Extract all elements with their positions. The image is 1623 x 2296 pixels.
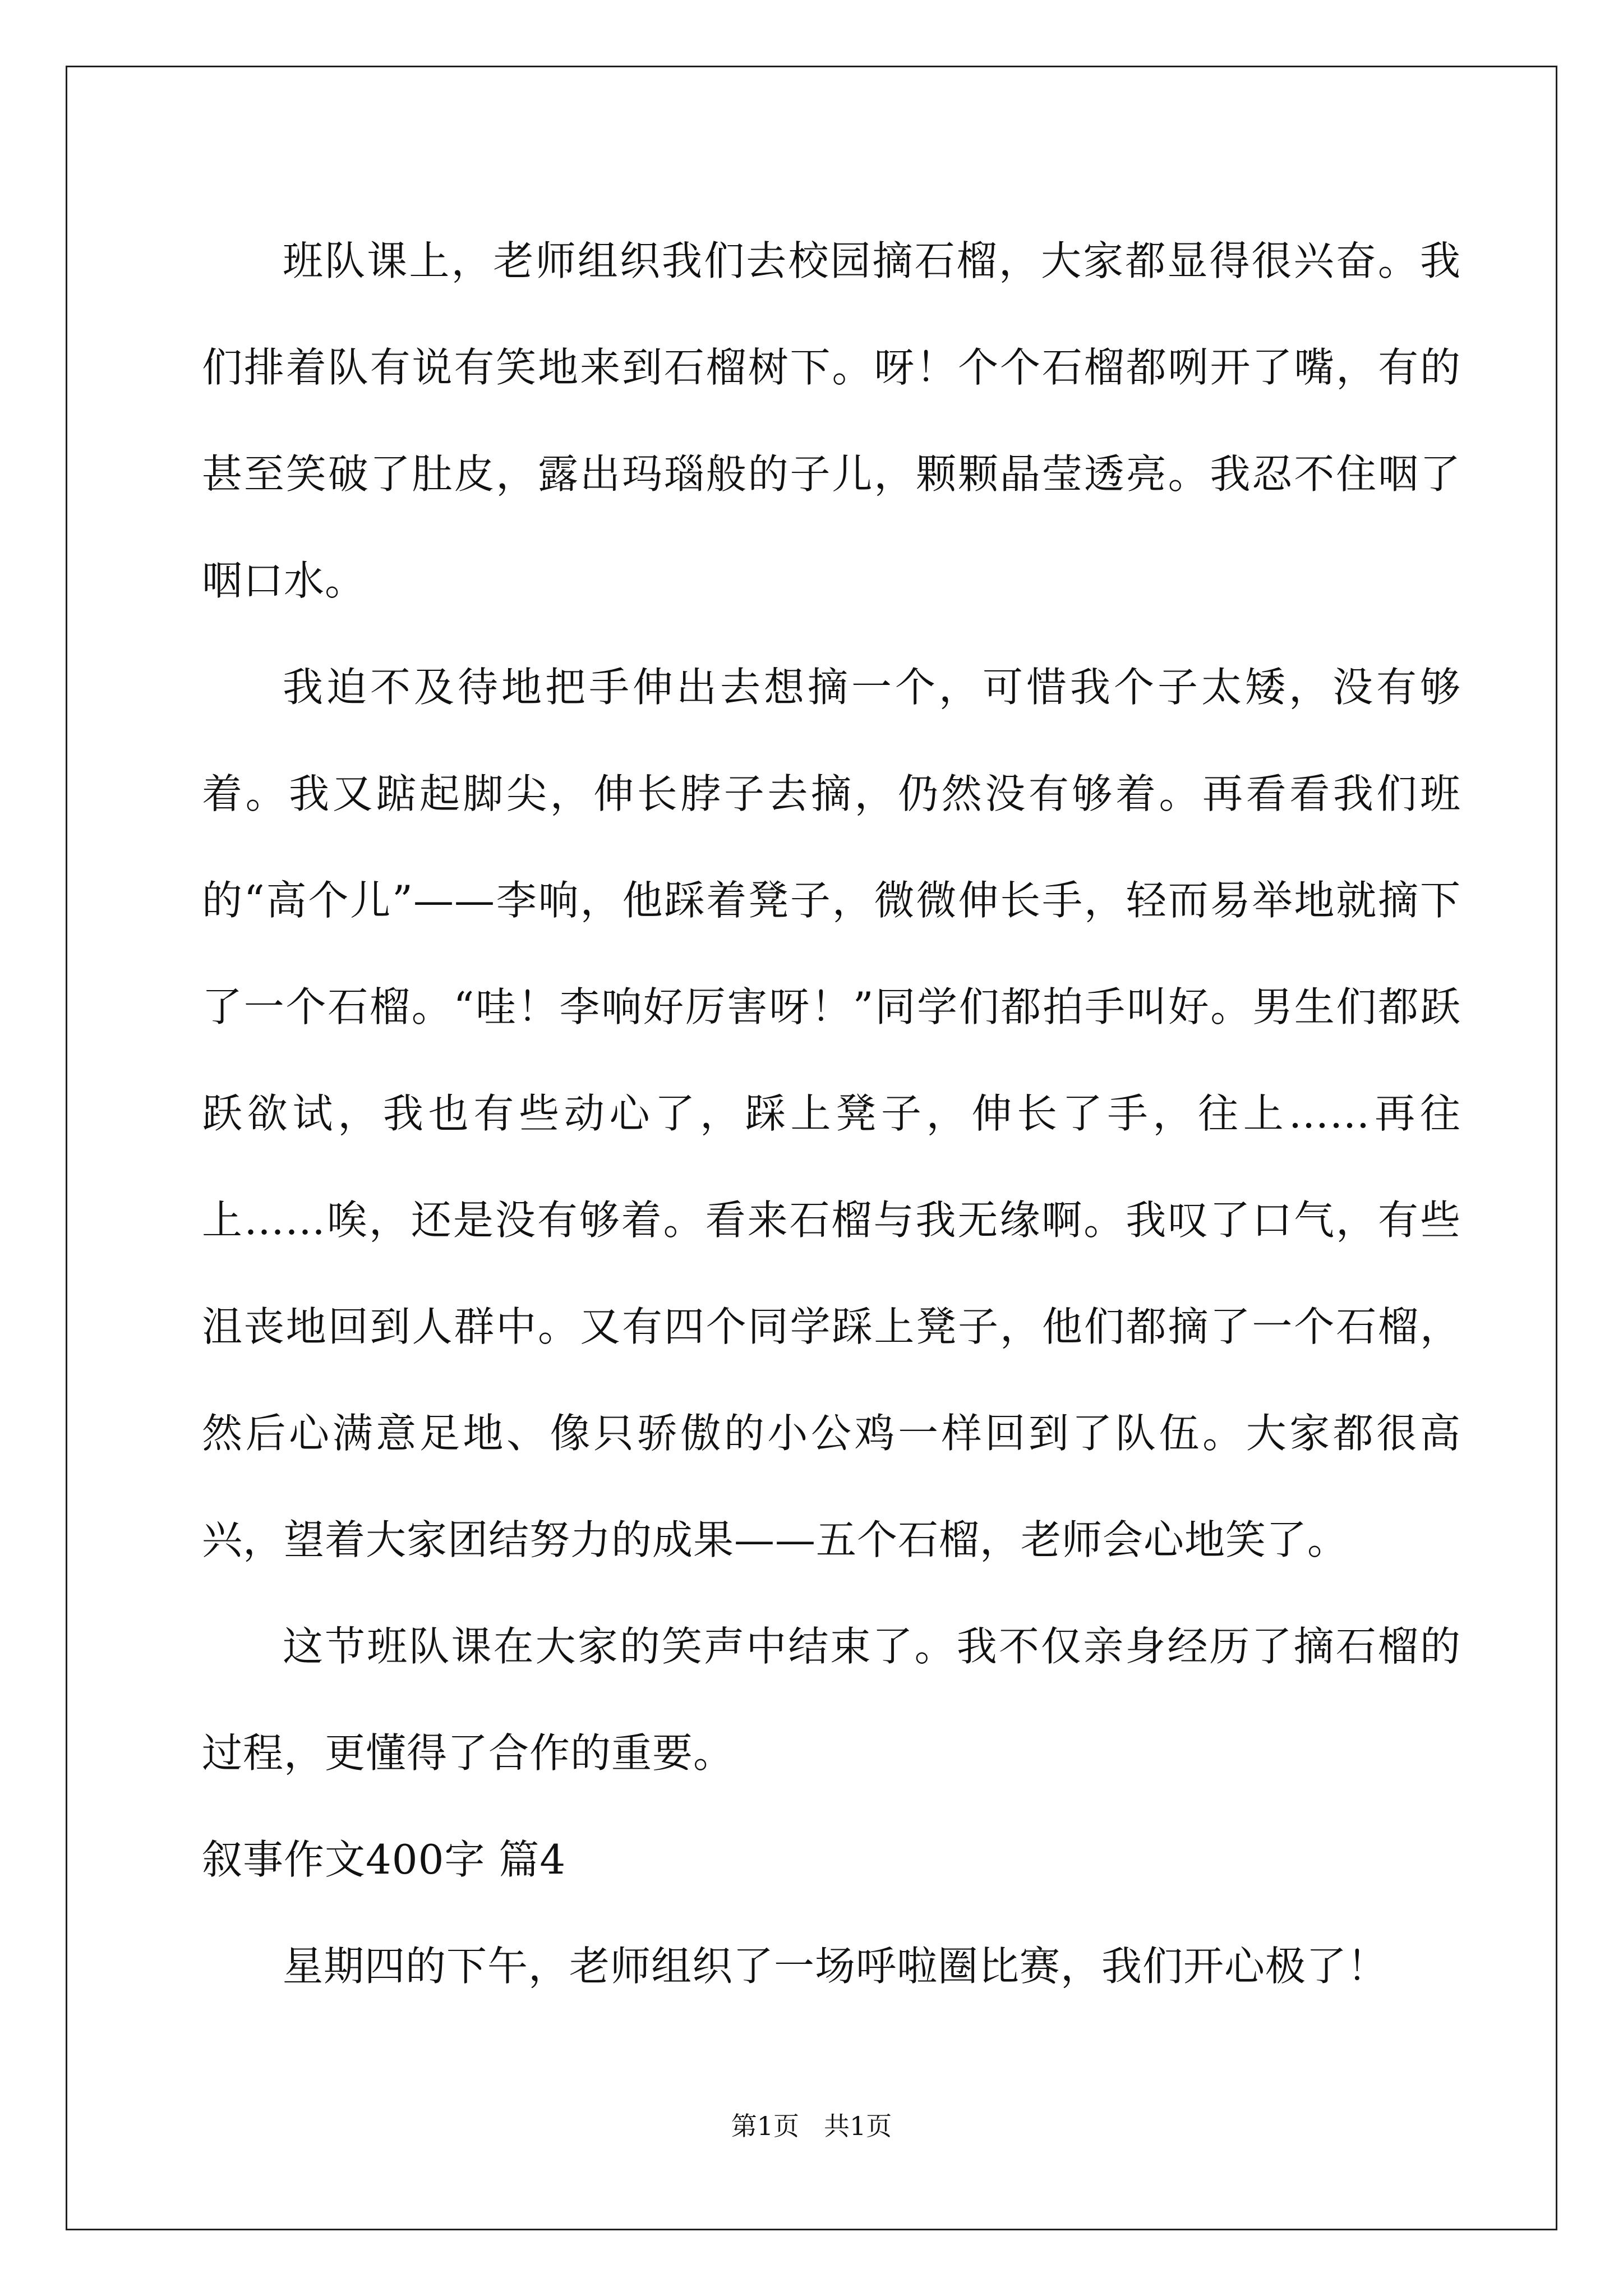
paragraph-4: 星期四的下午，老师组织了一场呼啦圈比赛，我们开心极了！ [283, 1943, 1389, 1990]
page-number: 第1页 [731, 2111, 800, 2141]
paragraph-2: 我迫不及待地把手伸出去想摘一个，可惜我个子太矮，没有够着。我又踮起脚尖，伸长脖子去摘，仍然没有够着。再看看我们班的“高个儿”——李响，他踩着凳子，微微伸长手，轻而易举地就摘下了一个石榴。“哇！李响好厉害呀！”同学们都拍手叫好。男生们都跃跃欲试，我也有些动心了，踩上凳子，伸长了手，往上……再往上……唉，还是没有够着。看来石榴与我无缘啊。我叹了口气，有些沮丧地回到人群中。又有四个同学踩上凳子，他们都摘了一个石榴，然后心满意足地、像只骄傲的小公鸡一样回到了队伍。大家都很高兴，望着大家团结努力的成果——五个石榴，老师会心地笑了。 [202, 664, 1461, 1563]
page-total: 共1页 [823, 2111, 892, 2141]
page-footer [0, 2109, 1623, 2143]
paragraph-1: 班队课上，老师组织我们去校园摘石榴，大家都显得很兴奋。我们排着队有说有笑地来到石榴树下。呀！个个石榴都咧开了嘴，有的甚至笑破了肚皮，露出玛瑙般的子儿，颗颗晶莹透亮。我忍不住咽了咽口水。 [202, 237, 1461, 604]
section-heading: 叙事作文400字 篇4 [202, 1836, 566, 1883]
document-body [202, 208, 1461, 2019]
paragraph-3: 这节班队课在大家的笑声中结束了。我不仅亲身经历了摘石榴的过程，更懂得了合作的重要。 [202, 1623, 1461, 1777]
